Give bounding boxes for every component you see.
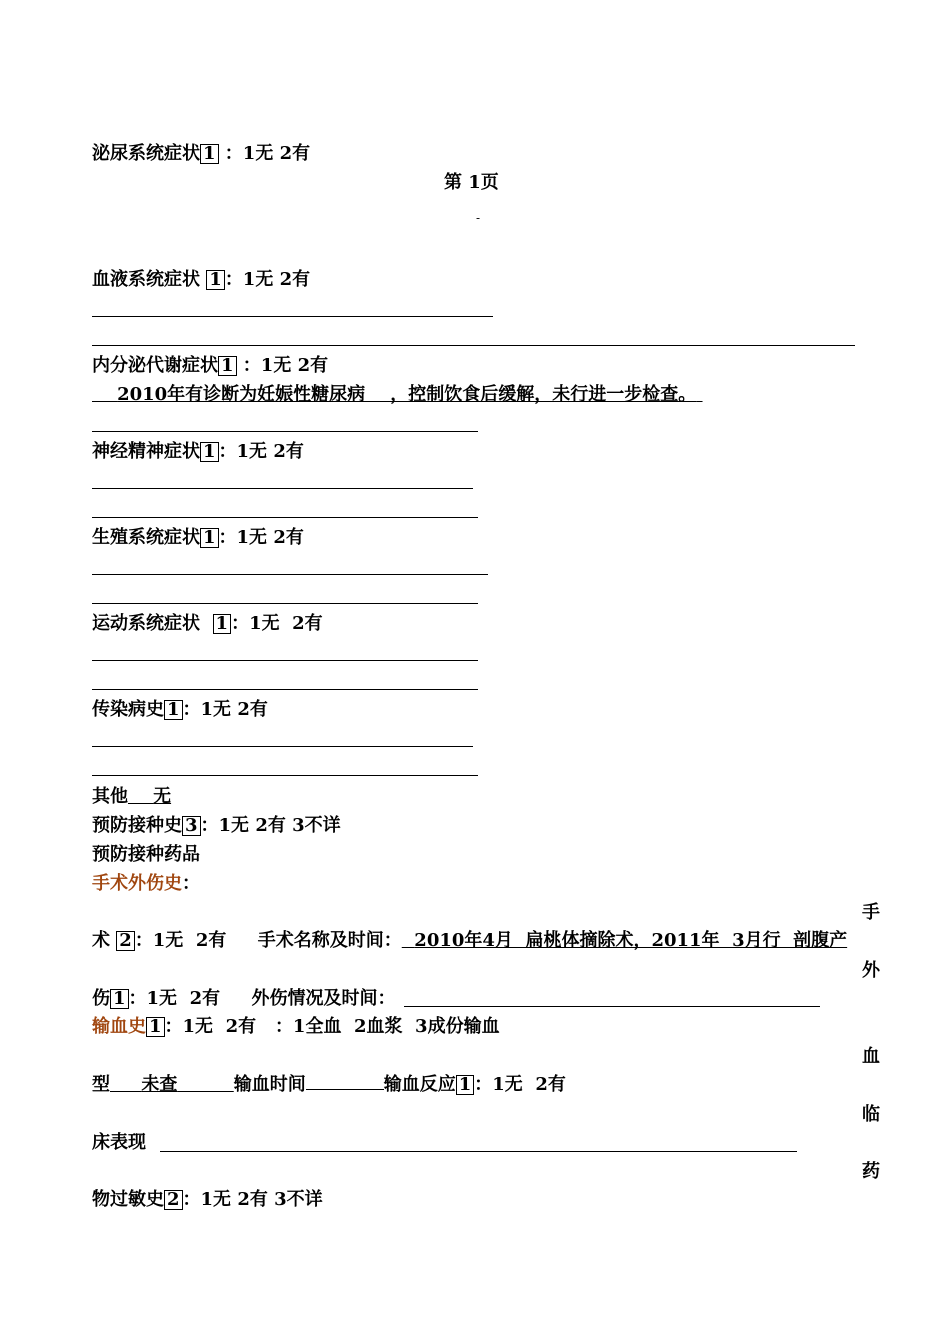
surgery-name-label: 手术名称及时间： (257, 930, 402, 951)
trauma-label: 伤 (92, 988, 110, 1009)
blood-blank-line-2[interactable] (92, 345, 855, 346)
blood-options: ：1无 2有 (224, 269, 311, 290)
transfusion-types: ：1全血 2血浆 3成份输血 (274, 1016, 500, 1037)
blood-label: 血液系统症状 (92, 269, 207, 290)
margin-char-wai: 外 (862, 960, 880, 981)
other-row (92, 786, 171, 808)
margin-char-lin: 临 (862, 1104, 880, 1125)
urinary-code-box[interactable]: 1 (200, 144, 219, 164)
infectious-blank-line-2[interactable] (92, 775, 478, 776)
blood-type-row (92, 1073, 566, 1096)
endocrine-label: 内分泌代谢症状 (92, 355, 218, 376)
trauma-detail-label: 外伤情况及时间： (251, 988, 396, 1009)
surgery-trauma-heading-text: 手术外伤史 (92, 873, 182, 894)
margin-char-shou: 手 (862, 902, 880, 923)
allergy-label: 物过敏史 (92, 1189, 164, 1210)
trauma-options: ：1无 2有 (128, 988, 221, 1009)
other-value[interactable]: 无 (153, 786, 172, 807)
reproductive-options: ：1无 2有 (218, 527, 304, 548)
neuro-blank-line-2[interactable] (92, 517, 478, 518)
endocrine-note: 2010年有诊断为妊娠性糖尿病 ，控制饮食后缓解，未行进一步检查。 (117, 384, 697, 405)
transfusion-time-blank[interactable] (306, 1073, 384, 1090)
clinical-label: 床表现 (92, 1132, 146, 1153)
motor-blank-line-2[interactable] (92, 689, 478, 690)
urinary-options: ：1无 2有 (218, 143, 311, 164)
surgery-row (92, 930, 847, 952)
other-label: 其他 (92, 786, 128, 807)
motor-label: 运动系统症状 (92, 613, 213, 634)
transfusion-reaction-code-box[interactable]: 1 (456, 1075, 475, 1095)
transfusion-row (92, 1016, 500, 1038)
motor-row (92, 613, 323, 635)
trauma-row (92, 988, 395, 1010)
margin-char-xue: 血 (862, 1046, 880, 1067)
reproductive-row (92, 527, 304, 549)
blood-row (92, 269, 310, 291)
vaccination-options: ：1无 2有 3不详 (200, 815, 341, 836)
endocrine-row (92, 355, 328, 377)
transfusion-code-box[interactable]: 1 (146, 1017, 165, 1037)
surgery-label: 术 (92, 930, 117, 951)
trauma-detail-line[interactable] (404, 1006, 820, 1007)
infectious-blank-line-1[interactable] (92, 746, 473, 747)
transfusion-heading: 输血史 (92, 1016, 146, 1037)
page-dash: - (476, 211, 481, 225)
urinary-row (92, 143, 310, 165)
urinary-label: 泌尿系统症状 (92, 143, 200, 164)
surgery-options: ：1无 2有 (134, 930, 227, 951)
motor-options: ：1无 2有 (231, 613, 323, 634)
clinical-blank-line[interactable] (160, 1151, 797, 1152)
neuro-code-box[interactable]: 1 (200, 442, 219, 462)
infectious-label: 传染病史 (92, 699, 164, 720)
allergy-code-box[interactable]: 2 (164, 1190, 183, 1210)
surgery-trauma-heading: 手术外伤史： (92, 873, 200, 894)
neuro-label: 神经精神症状 (92, 441, 200, 462)
transfusion-time-label: 输血时间 (233, 1074, 306, 1095)
surgery-code-box[interactable]: 2 (116, 931, 135, 951)
reproductive-label: 生殖系统症状 (92, 527, 200, 548)
infectious-code-box[interactable]: 1 (164, 700, 183, 720)
page-number: 第 1页 (444, 172, 499, 193)
vaccination-row (92, 815, 341, 837)
endocrine-blank-line[interactable] (92, 431, 478, 432)
allergy-row (92, 1189, 323, 1211)
transfusion-reaction-label: 输血反应 (383, 1074, 456, 1095)
motor-code-box[interactable]: 1 (213, 614, 232, 634)
margin-char-yao: 药 (862, 1161, 880, 1182)
neuro-blank-line-1[interactable] (92, 488, 473, 489)
trauma-code-box[interactable]: 1 (110, 989, 129, 1009)
infectious-options: ：1无 2有 (182, 699, 268, 720)
vaccination-code-box[interactable]: 3 (182, 816, 201, 836)
vaccine-drugs-label: 预防接种药品 (92, 844, 200, 865)
neuro-options: ：1无 2有 (218, 441, 304, 462)
vaccination-label: 预防接种史 (92, 815, 182, 836)
transfusion-options: ：1无 2有 (164, 1016, 257, 1037)
endocrine-options: ：1无 2有 (236, 355, 329, 376)
surgery-name-value[interactable]: 2010年4月 扁桃体摘除术，2011年 3月行 剖腹产 (414, 930, 848, 951)
transfusion-reaction-options: ：1无 2有 (474, 1074, 566, 1095)
reproductive-blank-line-2[interactable] (92, 603, 478, 604)
reproductive-code-box[interactable]: 1 (200, 528, 219, 548)
blood-type-value[interactable]: 未查 (141, 1074, 178, 1095)
reproductive-blank-line-1[interactable] (92, 574, 488, 575)
endocrine-code-box[interactable]: 1 (218, 356, 237, 376)
neuro-row (92, 441, 304, 463)
blood-code-box[interactable]: 1 (206, 270, 225, 290)
allergy-options: ：1无 2有 3不详 (182, 1189, 323, 1210)
blood-type-label: 型 (92, 1074, 110, 1095)
motor-blank-line-1[interactable] (92, 660, 478, 661)
infectious-row (92, 699, 268, 721)
blood-blank-line-1[interactable] (92, 316, 493, 317)
